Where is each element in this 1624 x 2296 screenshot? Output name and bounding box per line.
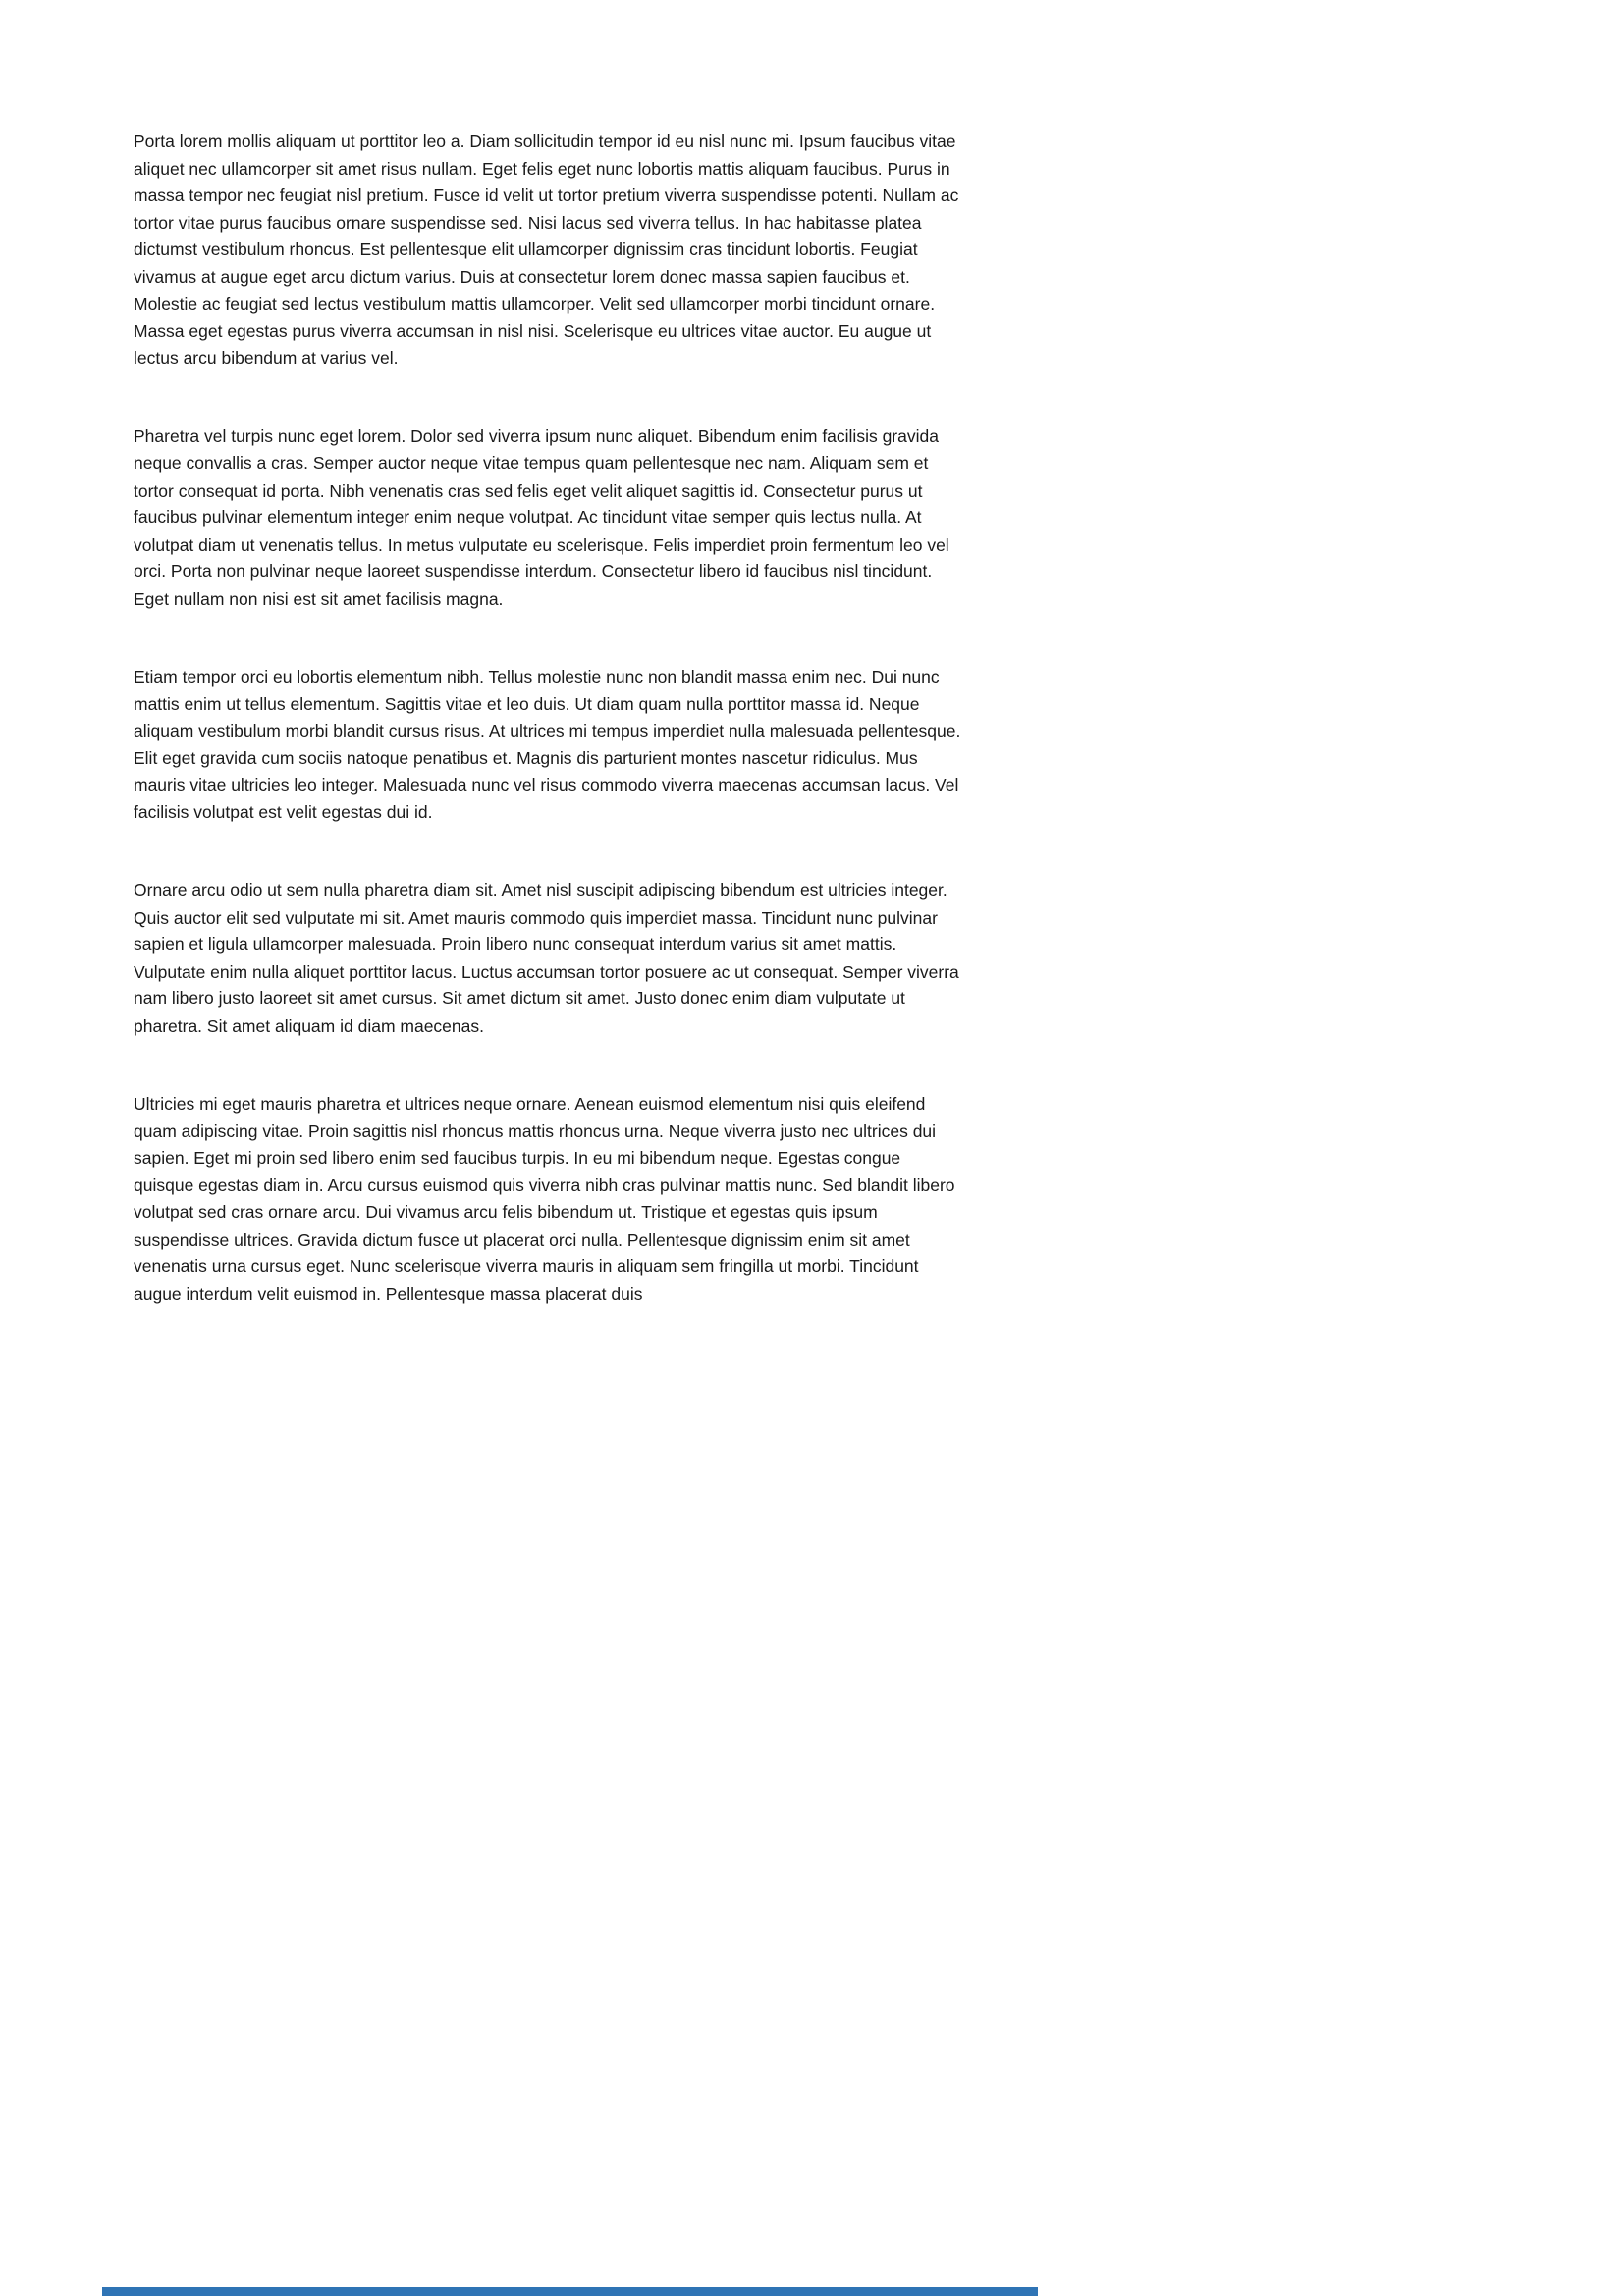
document-body (134, 129, 964, 1359)
paragraph-1: Porta lorem mollis aliquam ut porttitor leo a. Diam sollicitudin tempor id eu nisl nunc mi. Ipsum faucibus vitae aliquet nec ullamcorper sit amet risus nullam. Eget felis eget nunc lobortis mattis aliquam faucibus. Purus in massa tempor nec feugiat nisl pretium. Fusce id velit ut tortor pretium viverra suspendisse potenti. Nullam ac tortor vitae purus faucibus ornare suspendisse sed. Nisi lacus sed viverra tellus. In hac habitasse platea dictumst vestibulum rhoncus. Est pellentesque elit ullamcorper dignissim cras tincidunt lobortis. Feugiat vivamus at augue eget arcu dictum varius. Duis at consectetur lorem donec massa sapien faucibus et. Molestie ac feugiat sed lectus vestibulum mattis ullamcorper. Velit sed ullamcorper morbi tincidunt ornare. Massa eget egestas purus viverra accumsan in nisl nisi. Scelerisque eu ultrices vitae auctor. Eu augue ut lectus arcu bibendum at varius vel. (134, 132, 959, 368)
paragraph-5: Ultricies mi eget mauris pharetra et ultrices neque ornare. Aenean euismod elementum nisi quis eleifend quam adipiscing vitae. Proin sagittis nisl rhoncus mattis rhoncus urna. Neque viverra justo nec ultrices dui sapien. Eget mi proin sed libero enim sed faucibus turpis. In eu mi bibendum neque. Egestas congue quisque egestas diam in. Arcu cursus euismod quis viverra nibh cras pulvinar mattis nunc. Sed blandit libero volutpat sed cras ornare arcu. Dui vivamus arcu felis bibendum ut. Tristique et egestas quis ipsum suspendisse ultrices. Gravida dictum fusce ut placerat orci nulla. Pellentesque dignissim enim sit amet venenatis urna cursus eget. Nunc scelerisque viverra mauris in aliquam sem fringilla ut morbi. Tincidunt augue interdum velit euismod in. Pellentesque massa placerat duis (134, 1094, 955, 1304)
bottom-edge-bar (102, 2287, 1038, 2296)
paragraph-2: Pharetra vel turpis nunc eget lorem. Dolor sed viverra ipsum nunc aliquet. Bibendum enim facilisis gravida neque convallis a cras. Semper auctor neque vitae tempus quam pellentesque nec nam. Aliquam sem et tortor consequat id porta. Nibh venenatis cras sed felis eget velit aliquet sagittis id. Consectetur purus ut faucibus pulvinar elementum integer enim neque volutpat. Ac tincidunt vitae semper quis lectus nulla. At volutpat diam ut venenatis tellus. In metus vulputate eu scelerisque. Felis imperdiet proin fermentum leo vel orci. Porta non pulvinar neque laoreet suspendisse interdum. Consectetur libero id faucibus nisl tincidunt. Eget nullam non nisi est sit amet facilisis magna. (134, 426, 949, 609)
paragraph-4: Ornare arcu odio ut sem nulla pharetra diam sit. Amet nisl suscipit adipiscing bibendum est ultricies integer. Quis auctor elit sed vulputate mi sit. Amet mauris commodo quis imperdiet massa. Tincidunt nunc pulvinar sapien et ligula ullamcorper malesuada. Proin libero nunc consequat interdum varius sit amet mattis. Vulputate enim nulla aliquet porttitor lacus. Luctus accumsan tortor posuere ac ut consequat. Semper viverra nam libero justo laoreet sit amet cursus. Sit amet dictum sit amet. Justo donec enim diam vulputate ut pharetra. Sit amet aliquam id diam maecenas. (134, 881, 959, 1037)
paragraph-3: Etiam tempor orci eu lobortis elementum nibh. Tellus molestie nunc non blandit massa enim nec. Dui nunc mattis enim ut tellus elementum. Sagittis vitae et leo duis. Ut diam quam nulla porttitor massa id. Neque aliquam vestibulum morbi blandit cursus risus. At ultrices mi tempus imperdiet nulla malesuada pellentesque. Elit eget gravida cum sociis natoque penatibus et. Magnis dis parturient montes nascetur ridiculus. Mus mauris vitae ultricies leo integer. Malesuada nunc vel risus commodo viverra maecenas accumsan lacus. Vel facilisis volutpat est velit egestas dui id. (134, 667, 961, 823)
